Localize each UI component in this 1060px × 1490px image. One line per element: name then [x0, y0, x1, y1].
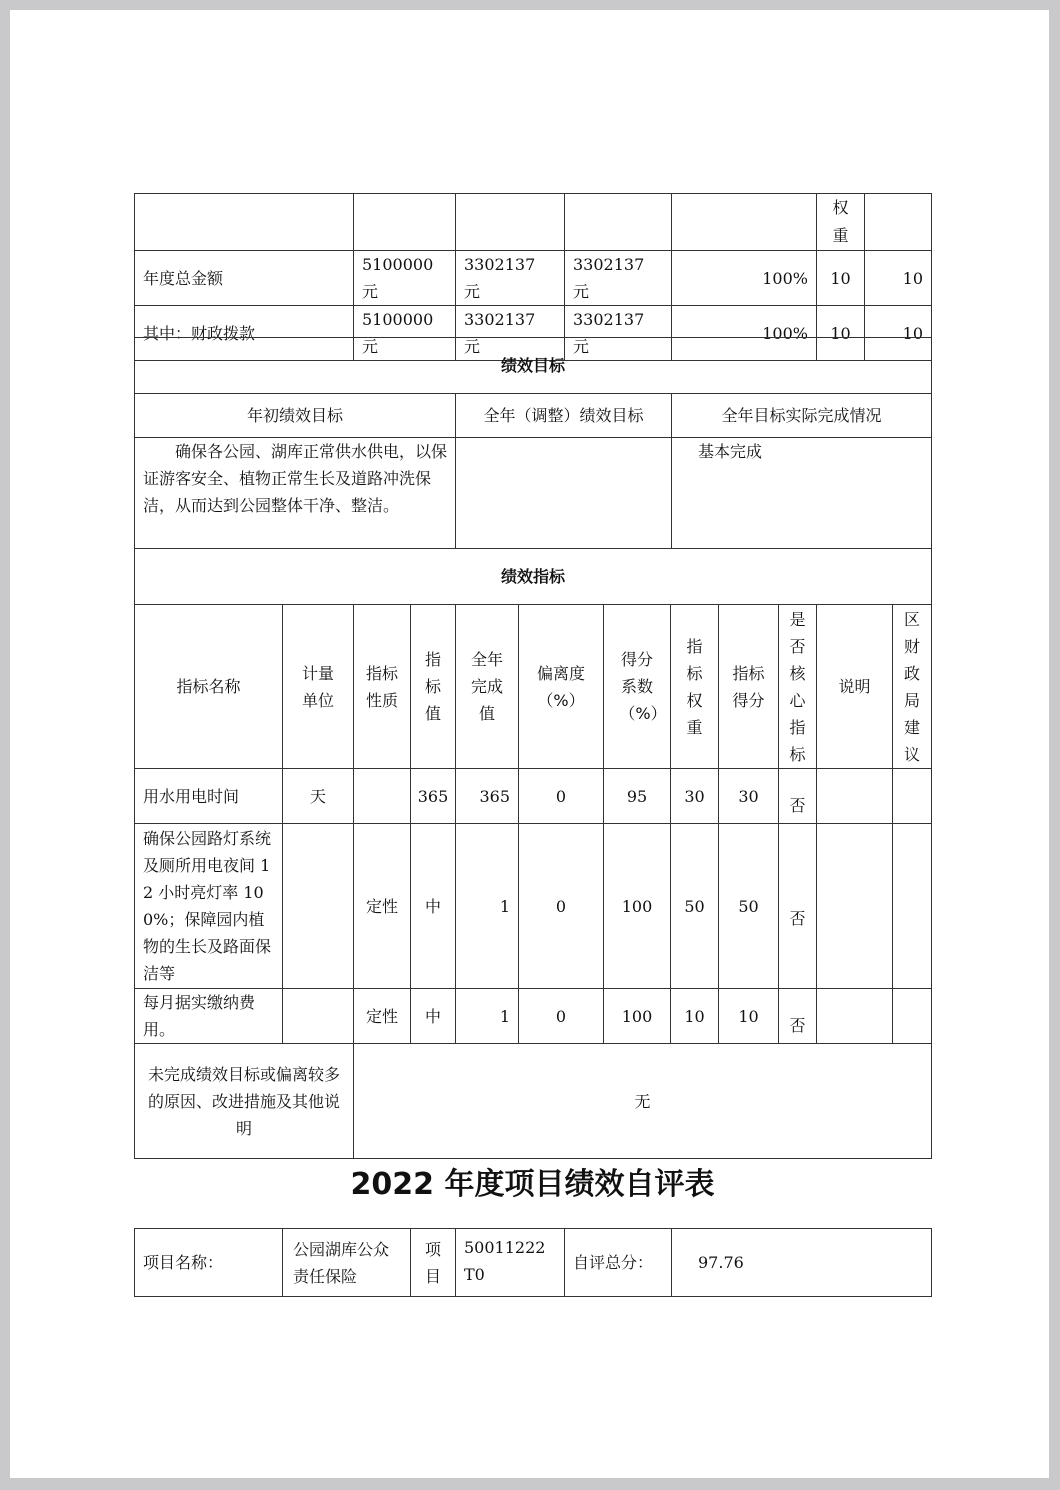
page-title: 2022 年度项目绩效自评表 [350, 1167, 715, 1202]
col-initial-goal: 年初绩效目标 [135, 394, 456, 438]
header-score: 指标得分 [719, 605, 779, 769]
indicator-bureau [893, 769, 932, 824]
indicator-bureau [893, 824, 932, 989]
goals-content-row [135, 438, 932, 549]
indicator-note [817, 824, 893, 989]
indicator-bureau [893, 989, 932, 1044]
header-unit: 计量单位 [283, 605, 354, 769]
indicator-deviation: 0 [519, 769, 604, 824]
budget-weight: 10 [817, 306, 865, 361]
indicator-score: 10 [719, 989, 779, 1044]
indicators-table [134, 548, 932, 1159]
goals-header-row [135, 394, 932, 438]
indicator-core: 否 [779, 824, 817, 989]
reason-row [135, 1044, 932, 1159]
budget-weight: 10 [817, 251, 865, 306]
indicator-weight: 50 [671, 824, 719, 989]
adjusted-amount: 3302137 元 [456, 306, 565, 361]
budget-row-label: 年度总金额 [135, 251, 354, 306]
self-score-label: 自评总分： [565, 1229, 672, 1297]
indicator-actual: 1 [456, 989, 519, 1044]
indicator-nature [354, 769, 411, 824]
execution-rate: 100% [672, 251, 817, 306]
col-adjusted-goal: 全年（调整）绩效目标 [456, 394, 672, 438]
reason-label: 未完成绩效目标或偏离较多的原因、改进措施及其他说明 [135, 1044, 354, 1159]
reason-value: 无 [354, 1044, 932, 1159]
indicator-coefficient: 100 [604, 989, 671, 1044]
indicator-name: 每月据实缴纳费用。 [135, 989, 283, 1044]
indicator-target: 中 [411, 824, 456, 989]
indicator-unit [283, 824, 354, 989]
indicator-coefficient: 95 [604, 769, 671, 824]
indicator-target: 365 [411, 769, 456, 824]
header-note: 说明 [817, 605, 893, 769]
indicator-weight: 30 [671, 769, 719, 824]
indicators-header-row [135, 605, 932, 769]
indicator-target: 中 [411, 989, 456, 1044]
indicator-nature: 定性 [354, 824, 411, 989]
budget-row-label: 其中：财政拨款 [135, 306, 354, 361]
col-actual-completion: 全年目标实际完成情况 [672, 394, 932, 438]
budget-row-total [135, 251, 932, 306]
header-target: 指标值 [411, 605, 456, 769]
executed-amount: 3302137 元 [565, 306, 672, 361]
indicator-core: 否 [779, 769, 817, 824]
indicators-section-title: 绩效指标 [135, 549, 932, 605]
adjusted-amount: 3302137 元 [456, 251, 565, 306]
header-bureau: 区财政局建议 [893, 605, 932, 769]
indicator-note [817, 769, 893, 824]
goals-table [134, 337, 932, 549]
indicator-deviation: 0 [519, 989, 604, 1044]
indicator-name: 用水用电时间 [135, 769, 283, 824]
indicator-coefficient: 100 [604, 824, 671, 989]
indicator-note [817, 989, 893, 1044]
project-name-value: 公园湖库公众责任保险 [283, 1229, 411, 1297]
initial-goal-text: 确保各公园、湖库正常供水供电，以保证游客安全、植物正常生长及道路冲洗保洁，从而达到公园整体干净、整洁。 [135, 438, 456, 549]
project-code-value: 50011222T0 [456, 1229, 565, 1297]
header-indicator-name: 指标名称 [135, 605, 283, 769]
executed-amount: 3302137 元 [565, 251, 672, 306]
actual-completion-text: 基本完成 [672, 438, 932, 549]
project-info-row [135, 1229, 932, 1297]
budget-score: 10 [865, 251, 932, 306]
project-code-label: 项目 [411, 1229, 456, 1297]
indicator-unit: 天 [283, 769, 354, 824]
indicator-actual: 1 [456, 824, 519, 989]
self-score-value: 97.76 [672, 1229, 932, 1297]
header-weight: 指标权重 [671, 605, 719, 769]
adjusted-goal-text [456, 438, 672, 549]
execution-rate: 100% [672, 306, 817, 361]
indicator-nature: 定性 [354, 989, 411, 1044]
budget-score: 10 [865, 306, 932, 361]
weight-header: 权重 [817, 194, 865, 251]
indicator-actual: 365 [456, 769, 519, 824]
project-info-table [134, 1228, 932, 1297]
header-actual: 全年完成值 [456, 605, 519, 769]
header-nature: 指标性质 [354, 605, 411, 769]
indicator-row [135, 824, 932, 989]
indicator-unit [283, 989, 354, 1044]
indicator-core: 否 [779, 989, 817, 1044]
indicator-score: 50 [719, 824, 779, 989]
indicator-name: 确保公园路灯系统及厕所用电夜间 12 小时亮灯率 100%；保障园内植物的生长及路面保洁等 [135, 824, 283, 989]
header-coefficient: 得分系数（%） [604, 605, 671, 769]
indicator-row [135, 769, 932, 824]
goals-section-title: 绩效目标 [135, 338, 932, 394]
project-name-label: 项目名称： [135, 1229, 283, 1297]
header-core: 是否核心指标 [779, 605, 817, 769]
header-deviation: 偏离度（%） [519, 605, 604, 769]
indicator-deviation: 0 [519, 824, 604, 989]
budget-amount: 5100000 元 [354, 306, 456, 361]
indicator-weight: 10 [671, 989, 719, 1044]
budget-amount: 5100000 元 [354, 251, 456, 306]
budget-table [134, 193, 932, 361]
indicator-score: 30 [719, 769, 779, 824]
indicator-row [135, 989, 932, 1044]
budget-header-row [135, 194, 932, 251]
